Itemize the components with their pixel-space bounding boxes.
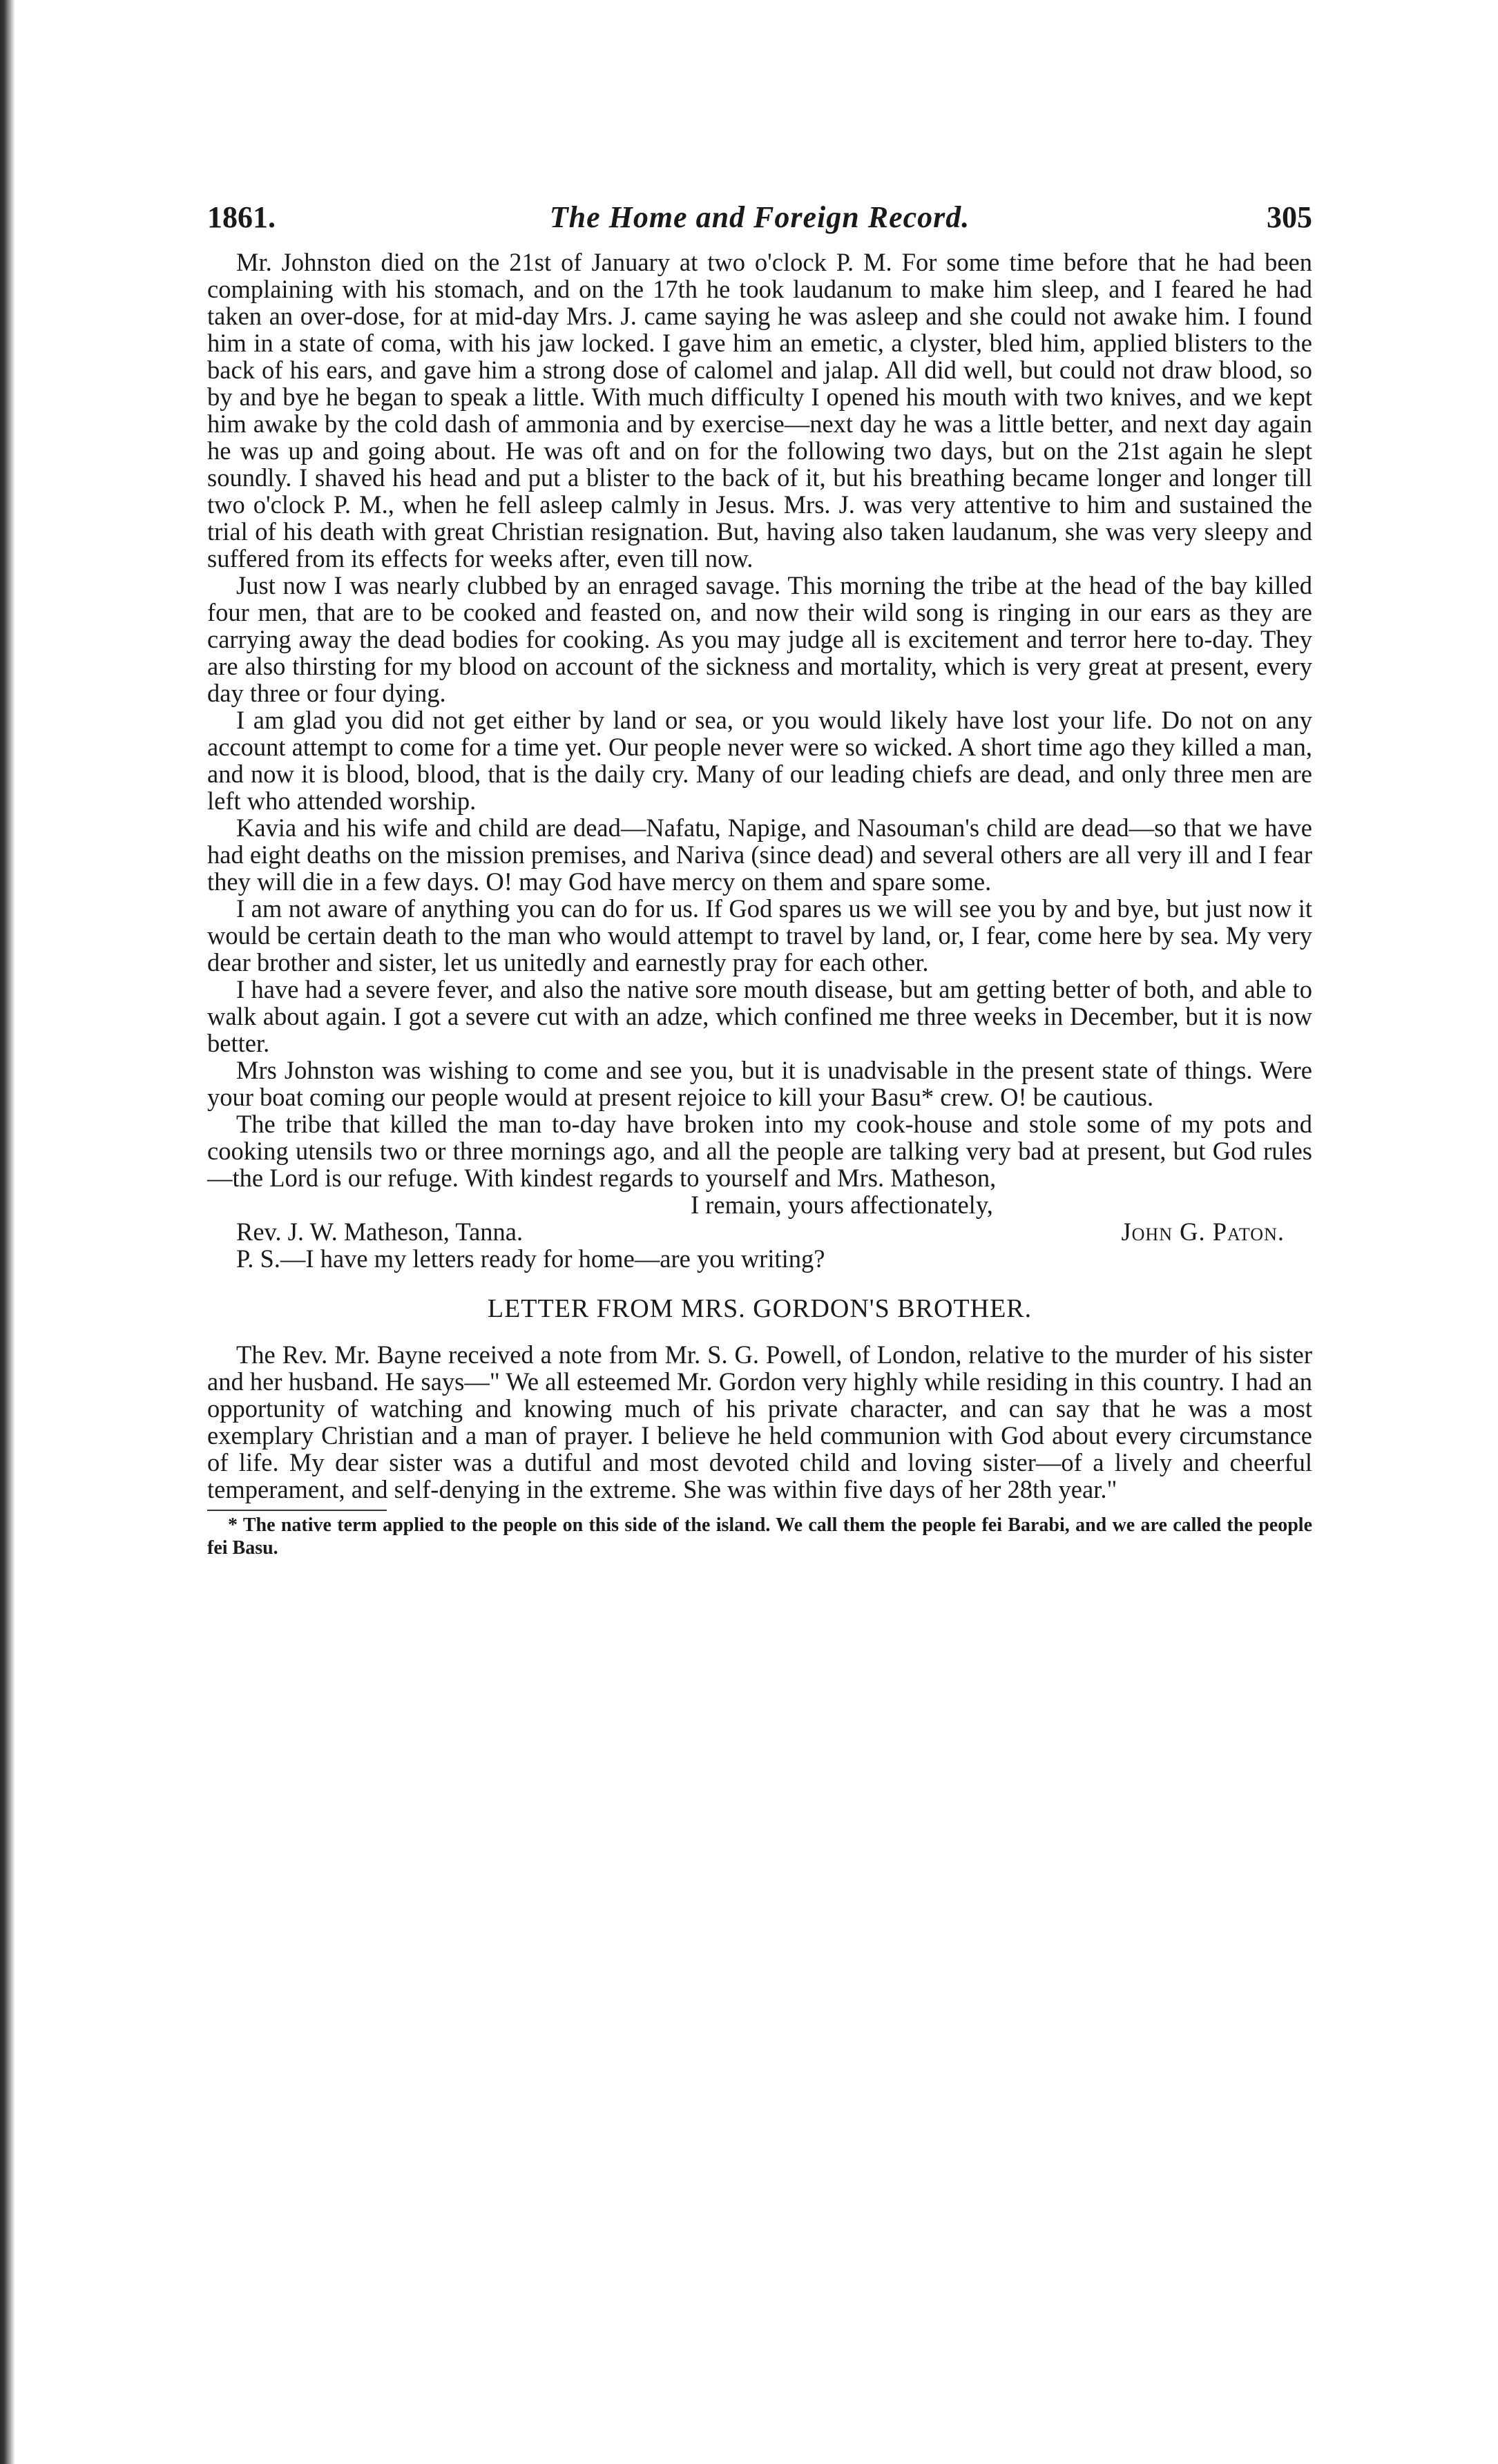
running-head <box>207 193 1312 242</box>
header-year: 1861. <box>207 200 276 234</box>
letter-closing-block <box>207 1191 1312 1272</box>
letter-body <box>207 249 1312 1191</box>
letter-paragraph: I am not aware of anything you can do for us. If God spares us we will see you by and bye, but just now it would be certain death to the man who would attempt to travel by land, or, I fear, come here by sea. My very dear brother and sister, let us unitedly and earnestly pray for each other. <box>207 894 1312 976</box>
letter-paragraph: Mrs Johnston was wishing to come and see you, but it is unadvisable in the present state of things. Were your boat coming our people would at present rejoice to kill your Basu* crew. O! be cautious. <box>207 1056 1312 1111</box>
section-heading: LETTER FROM MRS. GORDON'S BROTHER. <box>487 1294 1033 1323</box>
letter-signature: John G. Paton. <box>1121 1217 1285 1246</box>
letter-paragraph: I have had a severe fever, and also the native sore mouth disease, but am getting better of both, and able to walk about again. I got a severe cut with an adze, which confined me three weeks in December, but it is now better. <box>207 975 1312 1057</box>
letter-paragraph: Mr. Johnston died on the 21st of January at two o'clock P. M. For some time before that he had been complaining with his stomach, and on the 17th he took laudanum to make him sleep, and I feared he had taken an over-dose, for at mid-day Mrs. J. came saying he was asleep and she could not awake him. I found him in a state of coma, with his jaw locked. I gave him an emetic, a clyster, bled him, applied blisters to the back of his ears, and gave him a strong dose of calomel and jalap. All did well, but could not draw blood, so by and bye he began to speak a little. With much difficulty I opened his mouth with two knives, and we kept him awake by the cold dash of ammonia and by exercise—next day he was a little better, and next day again he was up and going about. He was oft and on for the following two days, but on the 21st again he slept soundly. I shaved his head and put a blister to the back of it, but his breathing became longer and longer till two o'clock P. M., when he fell asleep calmly in Jesus. Mrs. J. was very attentive to him and sustained the trial of his death with great Christian resignation. But, having also taken laudanum, she was very sleepy and suffered from its effects for weeks after, even till now. <box>207 248 1312 572</box>
header-page-number: 305 <box>1267 200 1312 234</box>
footnote-rule <box>207 1510 387 1511</box>
letter-paragraph: Kavia and his wife and child are dead—Nafatu, Napige, and Nasouman's child are dead—so that we have had eight deaths on the mission premises, and Nariva (since dead) and several others are all very ill and I fear they will die in a few days. O! may God have mercy on them and spare some. <box>207 814 1312 896</box>
header-title: The Home and Foreign Record. <box>549 200 970 234</box>
signature-row <box>207 1218 1312 1245</box>
letter-postscript: P. S.—I have my letters ready for home—are you writing? <box>236 1244 825 1273</box>
footnote: * The native term applied to the people on this side of the island. We call them the people fei Barabi, and we are called the people fei Basu. <box>207 1514 1312 1559</box>
letter-paragraph: Just now I was nearly clubbed by an enraged savage. This morning the tribe at the head of the bay killed four men, that are to be cooked and feasted on, and now their wild song is ringing in our ears as they are carrying away the dead bodies for cooking. As you may judge all is excitement and terror here to-day. They are also thirsting for my blood on account of the sickness and mortality, which is very great at present, every day three or four dying. <box>207 571 1312 707</box>
letter-closing: I remain, yours affectionately, <box>691 1191 993 1219</box>
letter-paragraph: I am glad you did not get either by land or sea, or you would likely have lost your life. Do not on any account attempt to come for a time yet. Our people never were so wicked. A short time ago they killed a man, and now it is blood, blood, that is the daily cry. Many of our leading chiefs are dead, and only three men are left who attended worship. <box>207 706 1312 815</box>
section-paragraph: The Rev. Mr. Bayne received a note from Mr. S. G. Powell, of London, relative to the murder of his sister and her husband. He says—" We all esteemed Mr. Gordon very highly while residing in this country. I had an opportunity of watching and knowing much of his private character, and can say that he was a most exemplary Christian and a man of prayer. I believe he held communion with God about every circumstance of life. My dear sister was a dutiful and most devoted child and loving sister—of a lively and cheerful temperament, and self-denying in the extreme. She was within five days of her 28th year." <box>207 1340 1312 1503</box>
letter-paragraph: The tribe that killed the man to-day have broken into my cook-house and stole some of my pots and cooking utensils two or three mornings ago, and all the people are talking very bad at present, but God rules—the Lord is our refuge. With kindest regards to yourself and Mrs. Matheson, <box>207 1110 1312 1192</box>
document-page <box>207 193 1312 1559</box>
binding-edge <box>0 0 15 2464</box>
letter-recipient: Rev. J. W. Matheson, Tanna. <box>236 1217 524 1246</box>
section-body <box>207 1341 1312 1503</box>
